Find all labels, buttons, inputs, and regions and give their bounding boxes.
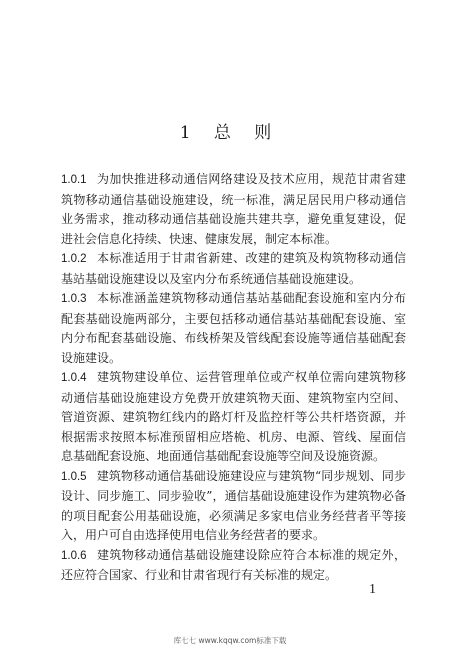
- clause-1-0-2: [61, 249, 406, 289]
- clause-1-0-5: [61, 467, 406, 546]
- clause-text: 建筑物移动通信基础设施建设除应符合本标准的规定外，还应符合国家、行业和甘肃省现行有关标准的规定。: [61, 547, 406, 582]
- clause-number: 1.0.2: [61, 253, 87, 265]
- clause-1-0-1: [61, 170, 406, 249]
- clause-text: 建筑物移动通信基础设施建设应与建筑物“同步规划、同步设计、同步施工、同步验收”，通信基础设施建设作为建筑物必备的项目配套公用基础设施，必须满足多家电信业务经营者平等接入，用户可自由选择使用电信业务经营者的要求。: [61, 468, 406, 542]
- clause-number: 1.0.3: [61, 293, 87, 305]
- clause-number: 1.0.6: [61, 549, 87, 562]
- clause-text: 本标准涵盖建筑物移动通信基站基础配套设施和室内分布配套基础设施两部分，主要包括移动通信基站基础配套设施、室内分布配套基础设施、布线桥架及管线配套设施等通信基础配套设施建设。: [61, 291, 406, 365]
- clause-1-0-3: [61, 289, 406, 368]
- clause-list: [61, 170, 406, 586]
- clause-number: 1.0.1: [61, 174, 87, 186]
- clause-text: 为加快推进移动通信网络建设及技术应用，规范甘肃省建筑物移动通信基础设施建设，统一标准，满足居民用户移动通信业务需求，推动移动通信基础设施共建共享，避免重复建设，促进社会信息化持续、快速、健康发展，制定本标准。: [61, 172, 406, 246]
- footer-watermark: 库七七 www.kqqw.com标准下载: [173, 636, 287, 645]
- clause-1-0-6: [61, 546, 406, 586]
- clause-1-0-4: [61, 368, 406, 467]
- clause-number: 1.0.4: [61, 372, 87, 384]
- clause-text: 建筑物建设单位、运营管理单位或产权单位需向建筑物移动通信基础设施建设方免费开放建筑物天面、建筑物室内空间、管道资源、建筑物红线内的路灯杆及监控杆等公共杆塔资源，并根据需求按照本标准预留相应塔桅、机房、电源、管线、屋面信息基础配套设施、地面通信基础配套设施等空间及设施资源。: [61, 370, 406, 463]
- clause-text: 本标准适用于甘肃省新建、改建的建筑及构筑物移动通信基站基础设施建设以及室内分布系统通信基础设施建设。: [61, 251, 406, 286]
- chapter-title: 1 总 则: [179, 123, 281, 143]
- clause-number: 1.0.5: [61, 470, 87, 483]
- page-number: 1: [369, 582, 376, 597]
